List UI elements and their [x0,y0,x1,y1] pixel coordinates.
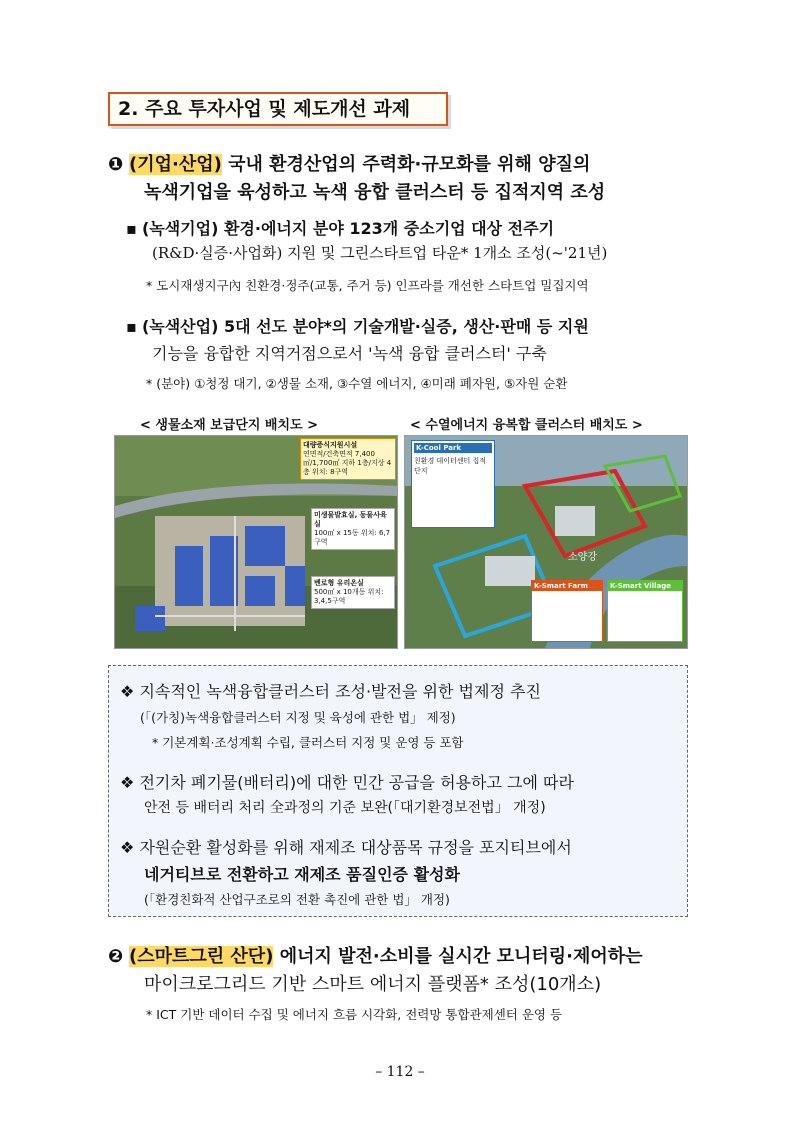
greenhouse-label [311,576,395,609]
section-title-text: 2. 주요 투자사업 및 제도개선 과제 [118,98,411,120]
bullet2-line2: 기능을 융합한 지역거점으로서 '녹색 융합 클러스터' 구축 [152,344,547,363]
infobox-item1-line2: (「(가칭)녹색융합클러스터 지정 및 육성에 관한 법」 제정) [140,710,456,725]
infobox-item3-line1 [120,835,572,858]
greenhouse-detail: 500㎡ x 10개동 위치: 3,4,5구역 [314,588,384,605]
right-figure-caption: < 수열에너지 융복합 클러스터 배치도 > [410,418,643,433]
bullet1-note: * 도시재생지구內 친환경·정주(교통, 주거 등) 인프라를 개선한 스타트업 밀집지역 [146,278,589,293]
infobox-item2-line1 [120,770,574,793]
infobox-item3-marker: ❖ [120,838,135,857]
kfarm-card [531,580,603,642]
lab-label [311,508,395,550]
item2-marker: ❷ [108,946,124,967]
infobox-item3-line2: 네거티브로 전환하고 재제조 품질인증 활성화 [144,865,460,884]
bullet1-marker: ▪ [126,219,137,238]
bullet1-line1-text: (녹색기업) 환경·에너지 분야 123개 중소기업 대상 전주기 [141,219,555,238]
item1-line2: 녹색기업을 육성하고 녹색 융합 클러스터 등 집적지역 조성 [144,182,606,203]
bullet1-line2: (R&D·실증·사업화) 지원 및 그린스타트업 타운* 1개소 조성(~'21년) [152,244,608,262]
kcool-card [411,440,495,528]
item1-marker: ❶ [108,154,124,175]
hydrothermal-cluster-image [404,435,688,649]
infobox-item2-line2: 안전 등 배터리 처리 全과정의 기준 보완(「대기환경보전법」 개정) [144,800,546,816]
item1-line1-text: 국내 환경산업의 주력화·규모화를 위해 양질의 [221,154,591,175]
infobox-item2-marker: ❖ [120,773,135,792]
kvillage-card [607,580,683,642]
facility-detail: 연면적/건축면적 7,400㎡/1,700㎡ 지하 1층/지상 4층 위치: 8구역 [303,450,392,476]
infobox-item1-line1 [120,679,541,702]
item2-note: * ICT 기반 데이터 수집 및 에너지 흐름 시각화, 전력망 통합관제센터 운영 등 [146,1007,563,1022]
item2-line1-text: 에너지 발전·소비를 실시간 모니터링·제어하는 [273,946,643,967]
bullet2-line1-text: (녹색산업) 5대 선도 분야*의 기술개발·실증, 생산·판매 등 지원 [141,317,589,336]
infobox-item1-line3: * 기본계획·조성계획 수립, 클러스터 지정 및 운영 등 포함 [152,735,464,750]
kcool-note: 친환경 데이터센터 집적단지 [414,457,487,475]
kcool-title: K-Cool Park [414,443,492,453]
left-figure-caption: < 생물소재 보급단지 배치도 > [140,418,319,433]
infobox-item1-text: 지속적인 녹색융합클러스터 조성·발전을 위한 법제정 추진 [139,682,541,701]
item2-line2: 마이크로그리드 기반 스마트 에너지 플랫폼* 조성(10개소) [144,974,602,995]
bullet2-note: * (분야) ①청정 대기, ②생물 소재, ③수열 에너지, ④미래 폐자원, ⑤자원 순환 [146,376,568,391]
infobox-item1-marker: ❖ [120,682,135,701]
infobox-item3-line3: (「환경친화적 산업구조로의 전환 촉진에 관한 법」 개정) [144,892,450,907]
section-title [108,92,448,126]
facility-title: 대량증식지원시설 [303,441,358,449]
river-label: 소양강 [568,552,597,563]
page-number: – 112 – [375,1064,425,1080]
item1-tag: (기업·산업) [128,154,222,175]
greenhouse-title: 벤로형 유리온실 [314,579,364,587]
lab-title: 미생물발효실, 동물사육실 [314,511,387,528]
item2-tag: (스마트그린 산단) [128,946,274,967]
bullet2-line1 [126,314,589,337]
lab-detail: 100㎡ x 15동 위치: 6,7구역 [314,529,391,546]
biomaterial-site-layout-image [114,435,398,649]
item2-line1 [108,942,643,968]
infobox-item2-text: 전기차 폐기물(배터리)에 대한 민간 공급을 허용하고 그에 따라 [139,773,574,792]
kfarm-title: K-Smart Farm [532,581,602,591]
bullet1-line1 [126,216,554,239]
facility-label [300,438,396,480]
infobox-item3-text: 자원순환 활성화를 위해 재제조 대상품목 규정을 포지티브에서 [139,838,572,857]
item1-line1 [108,150,590,176]
kvillage-title: K-Smart Village [608,581,682,591]
bullet2-marker: ▪ [126,317,137,336]
